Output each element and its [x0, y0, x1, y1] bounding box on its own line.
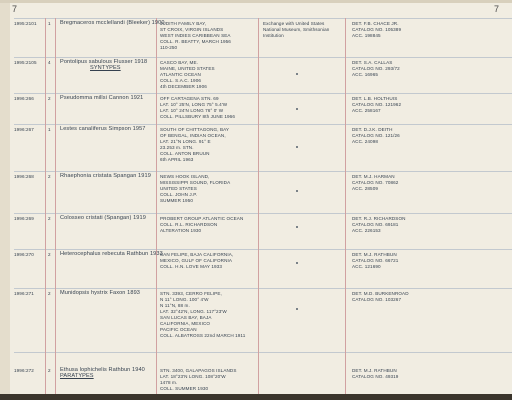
ditto-mark [296, 108, 298, 110]
scan-bottom-edge [0, 394, 512, 400]
taxon-name: Bregmaceros mcclellandi (Bleeker) 1900 [60, 20, 165, 26]
ruled-line [14, 18, 512, 19]
registration-number: 1996:270 [14, 252, 34, 257]
determination: DET. M.J. RATHBUN CATALOG NO. 49319 [352, 368, 399, 379]
column-rule [258, 18, 259, 394]
taxon-name: Colosseo cristati (Spangan) 1919 [60, 215, 146, 221]
ditto-mark [296, 190, 298, 192]
ditto-mark [296, 308, 298, 310]
determination: DET. F.B. CHACE JR. CATALOG NO. 105389 ACC. 198845 [352, 21, 402, 38]
collection-data: CASCO BAY, ME. MAINE, UNITED STATES ATLANTIC OCEAN COLL. S.A.C. 1906 4th DECEMBER 1906 [160, 60, 215, 89]
taxon-name: Pseudomma millsi Cannon 1921 [60, 95, 144, 101]
determination: DET. M.D. BURKENROAD CATALOG NO. 103267 [352, 291, 409, 302]
specimen-count: 2 [48, 216, 51, 221]
registration-number: 1996:267 [14, 127, 34, 132]
collection-data: STN. 3393, CERRO FELIPE, N 11° LONG. 100° 4'W N 11°N, 88 m. LAT. 32°42'N, LONG. 117°23'W SAN LUCAS BAY, BAJA CALIFORNIA, MEXICO PACIFIC OCEAN COLL. ALBATROSS 22nd MARCH 1911 [160, 291, 246, 338]
type-status: PARATYPES [60, 373, 94, 379]
page-number-left: 7 [12, 4, 18, 14]
determination: DET. R.J. RICHARDSON CATALOG NO. 69181 ACC. 226153 [352, 216, 406, 233]
taxon-name: Pontolipus sabulous Flusser 1918 SYNTYPES [60, 59, 148, 71]
determination: DET. D.J.K. DEITH CATALOG NO. 121/26 ACC. 24098 [352, 127, 400, 144]
registration-number: 1995:2101 [14, 21, 37, 26]
type-status: SYNTYPES [90, 65, 121, 71]
collection-data: SAN FELIPE, BAJA CALIFORNIA, MEXICO, GULF OF CALIFORNIA COLL. H.N. LOVE MAY 1933 [160, 252, 234, 269]
taxon-name: Lestes canaliferus Simpson 1957 [60, 126, 146, 132]
specimen-count: 1 [48, 21, 51, 26]
collection-data: SOUTH OF CHITTAGONG, BAY OF BENGAL, INDIAN OCEAN, LAT. 21°N LONG. 91° E 23.253 m. STN. COLL. ANTON BRUUN 6th APRIL 1963 [160, 127, 230, 162]
column-rule [45, 18, 46, 394]
specimen-count: 2 [48, 96, 51, 101]
collection-data: JUDITH FAMILY BAY, ST CROIX, VIRGIN ISLANDS WEST INDIES CARIBBEAN SEA COLL. R. BEATTY, MARCH 1956 110-250 [160, 21, 231, 50]
column-rule [345, 18, 346, 394]
registration-number: 1996:272 [14, 368, 34, 373]
taxon-name: Ethusa lophichelis Rathbun 1940 PARATYPES [60, 367, 145, 379]
registration-number: 1996:268 [14, 174, 34, 179]
ruled-line [14, 124, 512, 125]
specimen-count: 2 [48, 291, 51, 296]
collection-data: STN. 3400, GALAPAGOS ISLANDS LAT. 18°23'N LONG. 108°20'W 1478 m. COLL. SUMMER 1930 [160, 368, 237, 391]
registration-number: 1996:266 [14, 96, 34, 101]
specimen-count: 1 [48, 127, 51, 132]
collection-data: PROBERT GROUP ATLANTIC OCEAN COLL. R.L. RICHARDSON ALTERATION 1930 [160, 216, 244, 233]
ruled-line [14, 288, 512, 289]
ruled-line [14, 213, 512, 214]
ditto-mark [296, 226, 298, 228]
page-top-edge [0, 0, 512, 3]
column-rule [156, 18, 157, 394]
ditto-mark [296, 146, 298, 148]
page-number-right: 7 [494, 4, 500, 14]
specimen-count: 2 [48, 252, 51, 257]
ruled-line [14, 57, 512, 58]
taxon-name: Rhaephonia cristata Spangan 1919 [60, 173, 151, 179]
determination: DET. M.J. RATHBUN CATALOG NO. 66721 ACC. 121690 [352, 252, 399, 269]
determination: DET. M.J. HARMAN CATALOG NO. 70862 ACC. 28509 [352, 174, 399, 191]
specimen-count: 2 [48, 368, 51, 373]
taxon-name: Munidopsis hystrix Faxon 1893 [60, 290, 141, 296]
determination: DET. S.A. CALLAS CATALOG NO. 293/72 ACC. 16965 [352, 60, 400, 77]
ditto-mark [296, 262, 298, 264]
ditto-mark [296, 73, 298, 75]
ruled-line [14, 171, 512, 172]
ruled-line [14, 249, 512, 250]
determination: DET. L.B. HOLTHUIS CATALOG NO. 121962 ACC. 258167 [352, 96, 402, 113]
specimen-count: 4 [48, 60, 51, 65]
collection-data: NEWS HOOK ISLAND, MISSISSIPPI SOUND, FLORIDA UNITED STATES COLL. JOHN J.P. SUMMER 1950 [160, 174, 231, 203]
exchange-note: Exchange with United States National Museum, Smithsonian Institution [263, 21, 330, 38]
column-rule [55, 18, 56, 394]
page-edge-shadow [0, 0, 10, 400]
specimen-count: 2 [48, 174, 51, 179]
ruled-line [14, 93, 512, 94]
taxon-name: Heterocephalus rebecuta Rathbun 1933 [60, 251, 163, 257]
ruled-line [14, 352, 512, 353]
registration-number: 1996:271 [14, 291, 34, 296]
registration-number: 1995:2105 [14, 60, 37, 65]
registration-number: 1996:269 [14, 216, 34, 221]
collection-data: OFF CARTAGENA STN. 69 LAT. 10° 25'N, LONG 75° 5.4'W LAT. 10° 24'N LONG 76° 0' W COLL. PILLSBURY 8th JUNE 1966 [160, 96, 235, 119]
